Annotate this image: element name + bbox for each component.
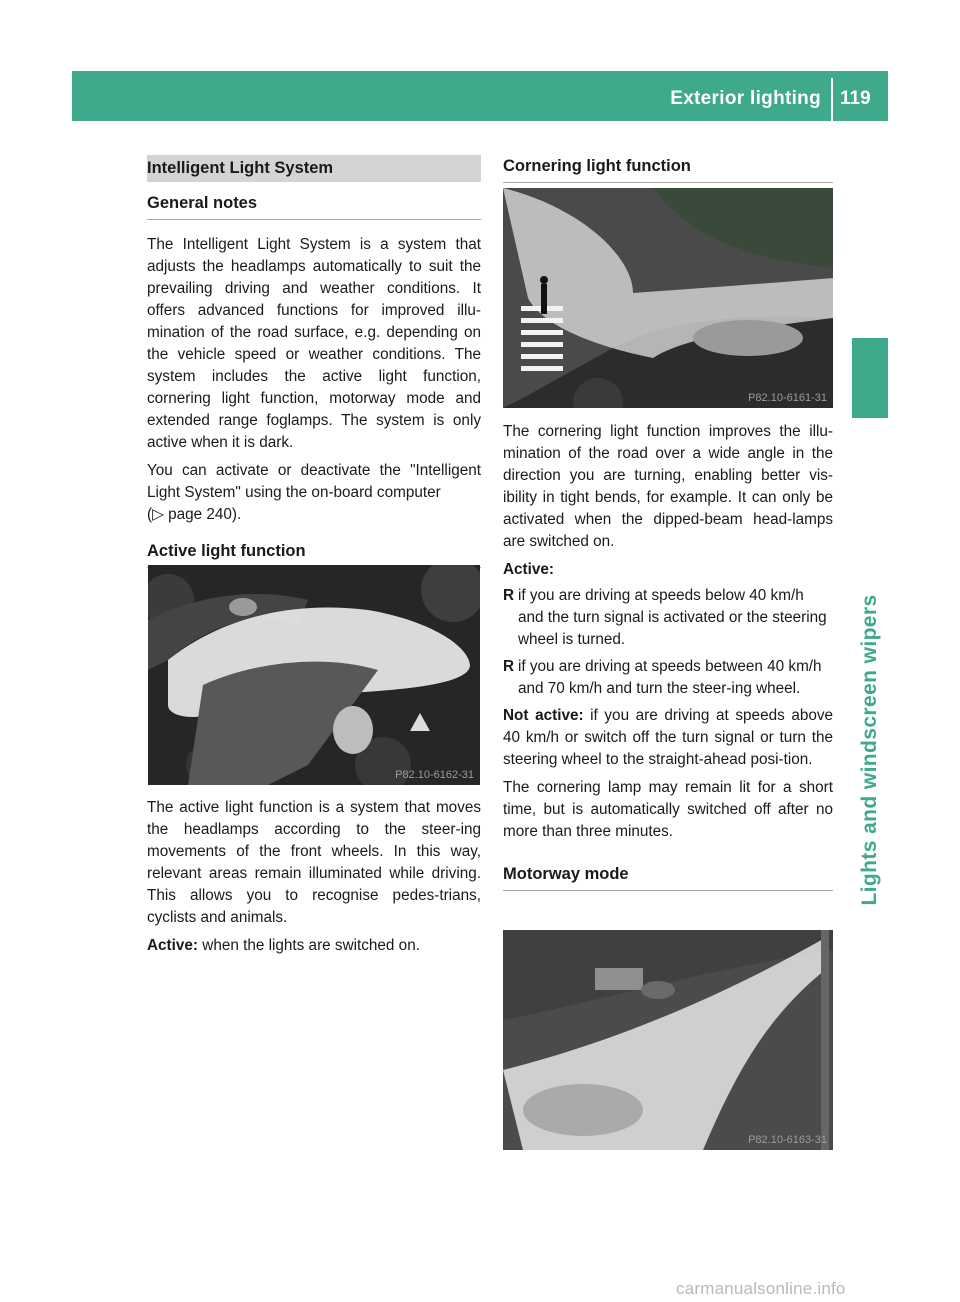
right-column <box>503 155 833 183</box>
chapter-title: Exterior lighting <box>670 88 821 109</box>
motorway-heading: Motorway mode <box>503 863 833 891</box>
not-active-text: if you are driving at speeds above 40 km/h or switch off the turn signal or turn the steering wheel to the straight-ahead posi-tion. <box>503 707 834 768</box>
page-reference[interactable]: page 240). <box>163 506 242 523</box>
active-light-paragraph: The active light function is a system that moves the headlamps according to the steer-ing movements of the front wheels. In this way, relevant areas remain illuminated while driving. This allows you to recognise pedes-trians, cyclists and animals. <box>147 799 481 926</box>
active-label: Active: <box>147 937 199 954</box>
image-code: P82.10-6163-31 <box>748 1134 827 1146</box>
footer-watermark[interactable]: carmanualsonline.info <box>676 1279 846 1298</box>
active-light-heading: Active light function <box>147 540 481 568</box>
image-code: P82.10-6162-31 <box>395 769 474 781</box>
side-tab-marker <box>852 338 888 418</box>
header-divider <box>831 78 833 121</box>
left-column <box>147 155 481 568</box>
list-item <box>503 585 833 651</box>
cornering-paragraph: The cornering light function improves the illu-mination of the road over a wide angle in the direction you are turning, enabling better vis-ibility in tight bends, for example. It can only be activated when the dipped-beam head-lamps are switched on. <box>503 423 833 550</box>
page-number: 119 <box>840 88 871 109</box>
cornering-active-label: Active: <box>503 561 555 578</box>
image-code: P82.10-6161-31 <box>748 392 827 404</box>
active-light-scene <box>148 565 480 785</box>
not-active-paragraph <box>503 705 833 771</box>
active-light-illustration <box>148 565 480 785</box>
side-section-label: Lights and windscreen wipers <box>858 594 881 906</box>
cornering-lamp-paragraph: The cornering lamp may remain lit for a short time, but is automatically switched off after no more than three minutes. <box>503 779 833 840</box>
cornering-heading: Cornering light function <box>503 155 833 183</box>
on-board-computer-text: You can activate or deactivate the "Intelligent Light System" using the on-board computer <box>147 462 481 501</box>
page-ref-open: ( <box>147 506 153 523</box>
motorway-illustration <box>503 930 833 1150</box>
motorway-scene <box>503 930 833 1150</box>
not-active-label: Not active: <box>503 707 584 724</box>
list-item <box>503 656 833 700</box>
list-item-text: if you are driving at speeds below 40 km/h and the turn signal is activated or the steering wheel is turned. <box>518 587 827 648</box>
triangle-right-icon: ▷ <box>152 506 164 523</box>
on-board-computer-paragraph <box>147 460 481 526</box>
list-item-text: if you are driving at speeds between 40 km/h and 70 km/h and turn the steer-ing wheel. <box>518 658 822 697</box>
general-notes-heading: General notes <box>147 192 481 220</box>
cornering-scene <box>503 188 833 408</box>
active-condition-text: when the lights are switched on. <box>198 937 420 954</box>
active-light-text <box>147 797 481 963</box>
bullet-glyph: R <box>503 658 515 675</box>
section-heading <box>147 155 481 182</box>
general-notes-paragraph: The Intelligent Light System is a system that adjusts the headlamps automatically to suit the prevailing driving and weather conditions. It offers advanced functions for improved illu-mination of the road surface, e.g. depending on the vehicle speed or weather conditions. The system includes the active light function, cornering light function, motorway mode and extended range foglamps. The system is only active when it is dark. <box>147 236 481 451</box>
active-light-condition <box>147 935 481 957</box>
cornering-text <box>503 421 833 891</box>
cornering-illustration <box>503 188 833 408</box>
bullet-glyph: R <box>503 587 515 604</box>
section-heading-text: Intelligent Light System <box>147 159 334 177</box>
